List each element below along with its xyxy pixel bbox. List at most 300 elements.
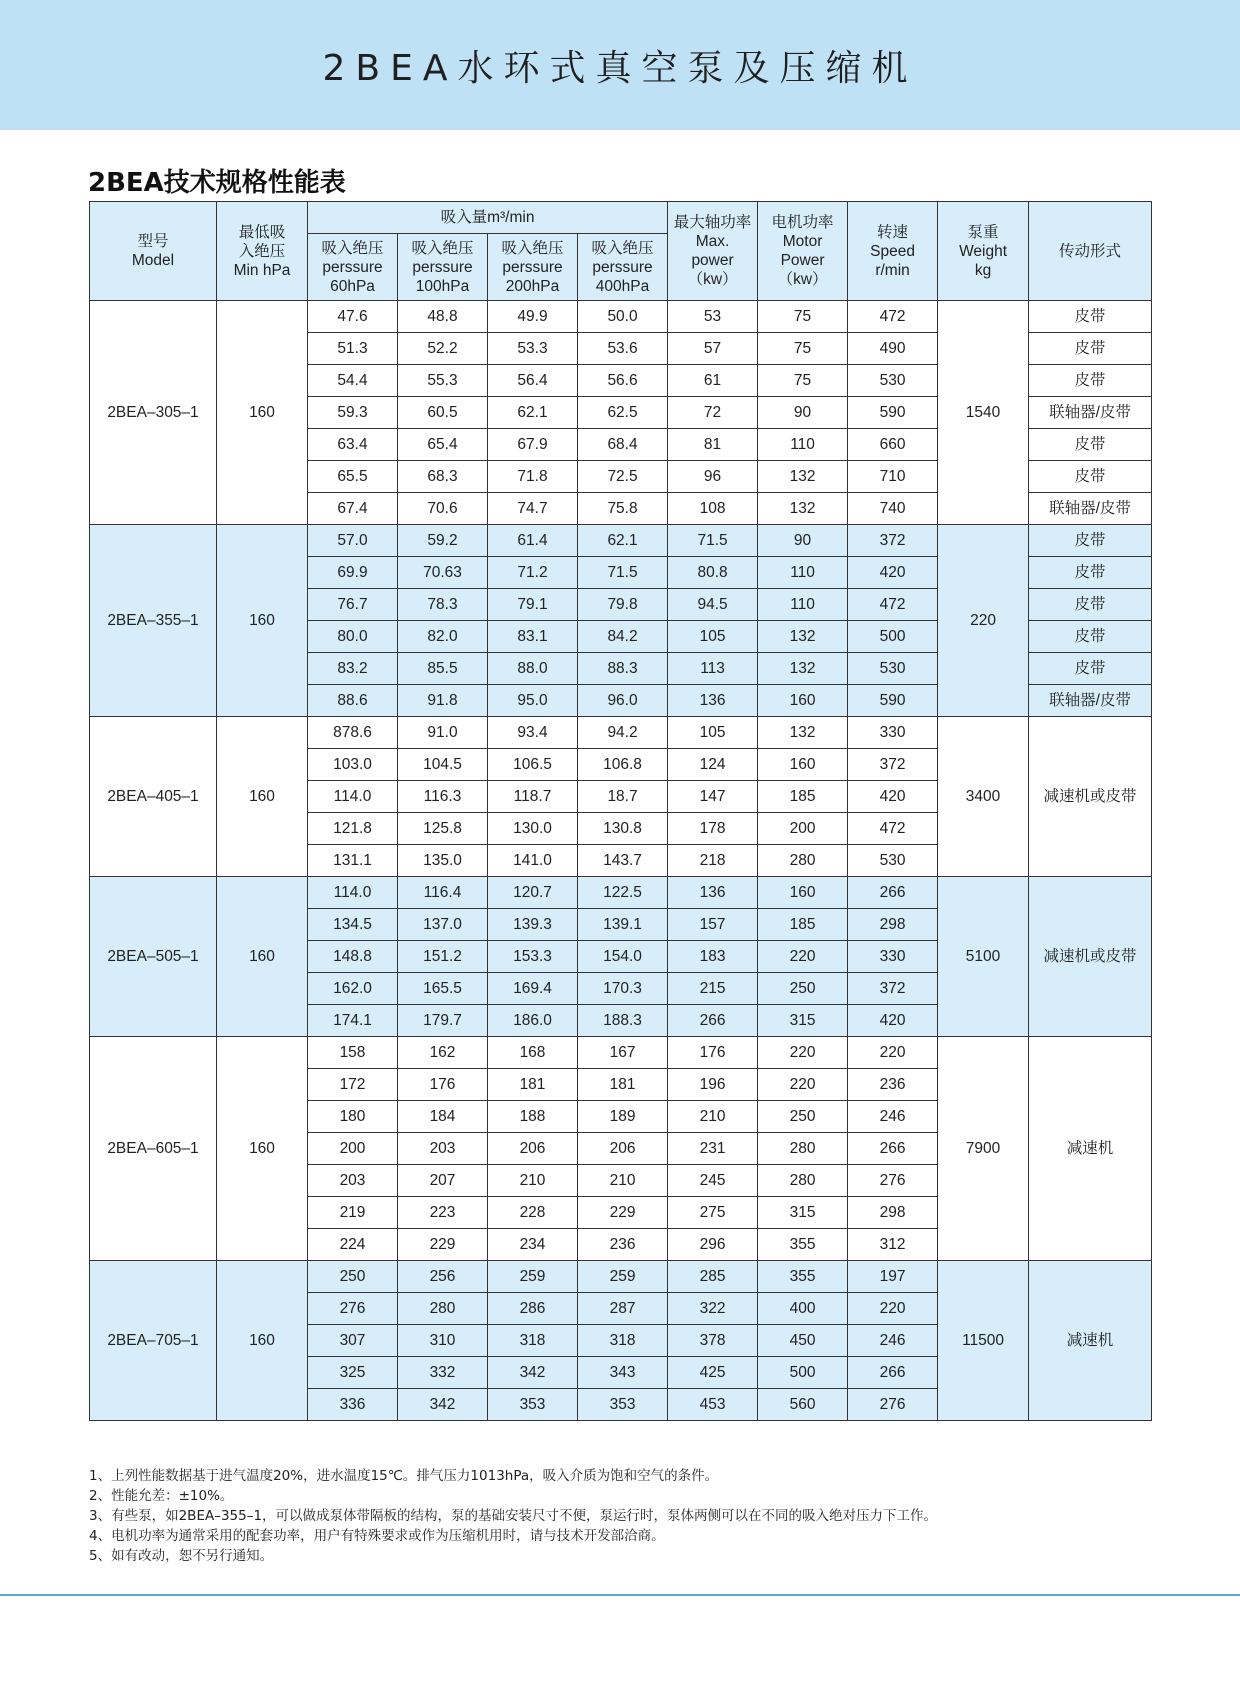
intake-60-cell: 134.5 (308, 909, 398, 941)
intake-100-cell: 116.4 (398, 877, 488, 909)
speed-cell: 590 (848, 397, 938, 429)
intake-60-cell: 250 (308, 1261, 398, 1293)
speed-cell: 276 (848, 1165, 938, 1197)
speed-cell: 710 (848, 461, 938, 493)
intake-100-cell: 116.3 (398, 781, 488, 813)
motor-power-cell: 110 (758, 589, 848, 621)
table-row (90, 1261, 1152, 1293)
intake-60-cell: 180 (308, 1101, 398, 1133)
header-line: （kw） (687, 271, 738, 288)
model-group (90, 1037, 1152, 1261)
header-line: 吸入绝压 (501, 239, 564, 257)
model-group (90, 877, 1152, 1037)
intake-400-cell: 68.4 (578, 429, 668, 461)
speed-cell: 472 (848, 589, 938, 621)
intake-200-cell: 61.4 (488, 525, 578, 557)
speed-cell: 472 (848, 813, 938, 845)
motor-power-cell: 132 (758, 621, 848, 653)
table-row (90, 525, 1152, 557)
intake-100-cell: 229 (398, 1229, 488, 1261)
intake-60-cell: 172 (308, 1069, 398, 1101)
intake-200-cell: 141.0 (488, 845, 578, 877)
intake-200-cell: 206 (488, 1133, 578, 1165)
intake-60-cell: 67.4 (308, 493, 398, 525)
header-line: Max. (695, 233, 730, 250)
intake-60-cell: 224 (308, 1229, 398, 1261)
intake-400-cell: 229 (578, 1197, 668, 1229)
intake-100-cell: 162 (398, 1037, 488, 1069)
motor-power-cell: 315 (758, 1197, 848, 1229)
intake-200-cell: 53.3 (488, 333, 578, 365)
model-cell: 2BEA–605–1 (90, 1037, 217, 1261)
header-line: 200hPa (505, 277, 560, 295)
max-power-cell: 96 (668, 461, 758, 493)
speed-cell: 530 (848, 845, 938, 877)
header-line: perssure (322, 258, 383, 276)
intake-100-cell: 203 (398, 1133, 488, 1165)
intake-100-cell: 104.5 (398, 749, 488, 781)
header-pressure-400 (578, 234, 668, 301)
min-pressure-cell: 160 (217, 877, 308, 1037)
table-row (90, 877, 1152, 909)
intake-200-cell: 210 (488, 1165, 578, 1197)
drive-cell: 皮带 (1029, 589, 1152, 621)
intake-200-cell: 74.7 (488, 493, 578, 525)
header-line: 转速 (877, 223, 909, 241)
note-item: 1、上列性能数据基于进气温度20%，进水温度15℃。排气压力1013hPa，吸入介质为饱和空气的条件。 (89, 1468, 719, 1484)
intake-400-cell: 122.5 (578, 877, 668, 909)
intake-400-cell: 106.8 (578, 749, 668, 781)
intake-100-cell: 52.2 (398, 333, 488, 365)
drive-cell: 皮带 (1029, 429, 1152, 461)
intake-100-cell: 165.5 (398, 973, 488, 1005)
intake-60-cell: 63.4 (308, 429, 398, 461)
intake-400-cell: 79.8 (578, 589, 668, 621)
intake-100-cell: 256 (398, 1261, 488, 1293)
intake-60-cell: 114.0 (308, 781, 398, 813)
intake-100-cell: 332 (398, 1357, 488, 1389)
max-power-cell: 285 (668, 1261, 758, 1293)
motor-power-cell: 355 (758, 1229, 848, 1261)
speed-cell: 372 (848, 973, 938, 1005)
intake-400-cell: 318 (578, 1325, 668, 1357)
intake-60-cell: 158 (308, 1037, 398, 1069)
header-line: power (691, 252, 734, 269)
weight-cell: 11500 (938, 1261, 1029, 1421)
drive-cell: 减速机 (1029, 1037, 1152, 1261)
min-pressure-cell: 160 (217, 525, 308, 717)
intake-200-cell: 62.1 (488, 397, 578, 429)
intake-100-cell: 223 (398, 1197, 488, 1229)
drive-cell: 联轴器/皮带 (1029, 685, 1152, 717)
header-line: 传动形式 (1059, 242, 1122, 260)
speed-cell: 330 (848, 717, 938, 749)
drive-cell: 皮带 (1029, 301, 1152, 333)
max-power-cell: 378 (668, 1325, 758, 1357)
intake-60-cell: 103.0 (308, 749, 398, 781)
header-pressure-100 (398, 234, 488, 301)
intake-100-cell: 207 (398, 1165, 488, 1197)
speed-cell: 590 (848, 685, 938, 717)
header-line: 入绝压 (238, 242, 286, 260)
header-model (90, 202, 217, 301)
header-max-power (668, 202, 758, 301)
speed-cell: 740 (848, 493, 938, 525)
speed-cell: 246 (848, 1325, 938, 1357)
motor-power-cell: 450 (758, 1325, 848, 1357)
intake-60-cell: 148.8 (308, 941, 398, 973)
intake-400-cell: 71.5 (578, 557, 668, 589)
motor-power-cell: 280 (758, 1165, 848, 1197)
intake-60-cell: 54.4 (308, 365, 398, 397)
speed-cell: 420 (848, 1005, 938, 1037)
intake-100-cell: 70.6 (398, 493, 488, 525)
header-pressure-60 (308, 234, 398, 301)
intake-100-cell: 179.7 (398, 1005, 488, 1037)
intake-400-cell: 94.2 (578, 717, 668, 749)
speed-cell: 530 (848, 365, 938, 397)
intake-100-cell: 137.0 (398, 909, 488, 941)
max-power-cell: 113 (668, 653, 758, 685)
max-power-cell: 183 (668, 941, 758, 973)
motor-power-cell: 75 (758, 301, 848, 333)
weight-cell: 7900 (938, 1037, 1029, 1261)
speed-cell: 490 (848, 333, 938, 365)
intake-100-cell: 85.5 (398, 653, 488, 685)
motor-power-cell: 250 (758, 1101, 848, 1133)
motor-power-cell: 280 (758, 845, 848, 877)
intake-60-cell: 336 (308, 1389, 398, 1421)
speed-cell: 420 (848, 557, 938, 589)
motor-power-cell: 160 (758, 877, 848, 909)
header-line: r/min (875, 261, 910, 279)
intake-100-cell: 135.0 (398, 845, 488, 877)
min-pressure-cell: 160 (217, 1037, 308, 1261)
intake-60-cell: 88.6 (308, 685, 398, 717)
weight-cell: 220 (938, 525, 1029, 717)
table-row (90, 717, 1152, 749)
header-line: 400hPa (595, 277, 650, 295)
intake-200-cell: 93.4 (488, 717, 578, 749)
motor-power-cell: 132 (758, 493, 848, 525)
intake-100-cell: 68.3 (398, 461, 488, 493)
intake-100-cell: 78.3 (398, 589, 488, 621)
intake-100-cell: 48.8 (398, 301, 488, 333)
intake-60-cell: 276 (308, 1293, 398, 1325)
max-power-cell: 72 (668, 397, 758, 429)
motor-power-cell: 280 (758, 1133, 848, 1165)
motor-power-cell: 132 (758, 717, 848, 749)
intake-400-cell: 170.3 (578, 973, 668, 1005)
intake-400-cell: 236 (578, 1229, 668, 1261)
header-line: Min hPa (233, 261, 291, 279)
motor-power-cell: 90 (758, 397, 848, 429)
motor-power-cell: 132 (758, 653, 848, 685)
max-power-cell: 453 (668, 1389, 758, 1421)
header-line: 型号 (137, 233, 169, 250)
intake-100-cell: 82.0 (398, 621, 488, 653)
header-line: 最低吸 (238, 223, 286, 241)
intake-60-cell: 57.0 (308, 525, 398, 557)
header-speed (848, 202, 938, 301)
drive-cell: 皮带 (1029, 525, 1152, 557)
min-pressure-cell: 160 (217, 717, 308, 877)
max-power-cell: 81 (668, 429, 758, 461)
speed-cell: 372 (848, 525, 938, 557)
speed-cell: 266 (848, 877, 938, 909)
header-line: 最大轴功率 (673, 214, 752, 231)
header-line: Speed (870, 242, 915, 260)
intake-200-cell: 106.5 (488, 749, 578, 781)
motor-power-cell: 315 (758, 1005, 848, 1037)
motor-power-cell: 185 (758, 909, 848, 941)
intake-60-cell: 76.7 (308, 589, 398, 621)
note-item: 2、性能允差：±10%。 (89, 1488, 234, 1504)
speed-cell: 276 (848, 1389, 938, 1421)
intake-60-cell: 200 (308, 1133, 398, 1165)
drive-cell: 皮带 (1029, 621, 1152, 653)
intake-400-cell: 188.3 (578, 1005, 668, 1037)
intake-200-cell: 95.0 (488, 685, 578, 717)
header-line: perssure (592, 258, 653, 276)
intake-60-cell: 162.0 (308, 973, 398, 1005)
intake-60-cell: 114.0 (308, 877, 398, 909)
max-power-cell: 210 (668, 1101, 758, 1133)
intake-60-cell: 325 (308, 1357, 398, 1389)
intake-200-cell: 83.1 (488, 621, 578, 653)
speed-cell: 220 (848, 1293, 938, 1325)
motor-power-cell: 160 (758, 749, 848, 781)
max-power-cell: 215 (668, 973, 758, 1005)
speed-cell: 372 (848, 749, 938, 781)
speed-cell: 266 (848, 1133, 938, 1165)
max-power-cell: 105 (668, 717, 758, 749)
header-drive-type (1029, 202, 1152, 301)
model-cell: 2BEA–305–1 (90, 301, 217, 525)
min-pressure-cell: 160 (217, 1261, 308, 1421)
intake-200-cell: 139.3 (488, 909, 578, 941)
motor-power-cell: 90 (758, 525, 848, 557)
header-line: kg (974, 261, 992, 279)
max-power-cell: 105 (668, 621, 758, 653)
note-item: 3、有些泵，如2BEA–355–1，可以做成泵体带隔板的结构，泵的基础安装尺寸不便，泵运行时，泵体两侧可以在不同的吸入绝对压力下工作。 (89, 1508, 938, 1524)
table-row (90, 1037, 1152, 1069)
max-power-cell: 136 (668, 685, 758, 717)
header-line: 吸入绝压 (321, 239, 384, 257)
max-power-cell: 178 (668, 813, 758, 845)
drive-cell: 联轴器/皮带 (1029, 397, 1152, 429)
intake-400-cell: 84.2 (578, 621, 668, 653)
intake-60-cell: 80.0 (308, 621, 398, 653)
max-power-cell: 266 (668, 1005, 758, 1037)
header-line: （kw） (777, 271, 828, 288)
intake-400-cell: 50.0 (578, 301, 668, 333)
intake-60-cell: 307 (308, 1325, 398, 1357)
max-power-cell: 71.5 (668, 525, 758, 557)
note-item: 4、电机功率为通常采用的配套功率，用户有特殊要求或作为压缩机用时，请与技术开发部洽商。 (89, 1528, 665, 1544)
motor-power-cell: 75 (758, 333, 848, 365)
max-power-cell: 176 (668, 1037, 758, 1069)
intake-400-cell: 53.6 (578, 333, 668, 365)
intake-400-cell: 75.8 (578, 493, 668, 525)
drive-cell: 皮带 (1029, 365, 1152, 397)
header-line: Model (131, 252, 175, 269)
speed-cell: 330 (848, 941, 938, 973)
max-power-cell: 245 (668, 1165, 758, 1197)
header-line: perssure (412, 258, 473, 276)
intake-400-cell: 210 (578, 1165, 668, 1197)
intake-400-cell: 287 (578, 1293, 668, 1325)
intake-200-cell: 353 (488, 1389, 578, 1421)
intake-200-cell: 342 (488, 1357, 578, 1389)
intake-400-cell: 353 (578, 1389, 668, 1421)
speed-cell: 197 (848, 1261, 938, 1293)
max-power-cell: 147 (668, 781, 758, 813)
intake-60-cell: 59.3 (308, 397, 398, 429)
intake-60-cell: 65.5 (308, 461, 398, 493)
intake-400-cell: 56.6 (578, 365, 668, 397)
intake-200-cell: 71.8 (488, 461, 578, 493)
speed-cell: 420 (848, 781, 938, 813)
header-line: 泵重 (967, 223, 999, 241)
model-cell: 2BEA–705–1 (90, 1261, 217, 1421)
max-power-cell: 157 (668, 909, 758, 941)
intake-60-cell: 47.6 (308, 301, 398, 333)
intake-200-cell: 118.7 (488, 781, 578, 813)
intake-200-cell: 259 (488, 1261, 578, 1293)
header-line: 吸入绝压 (591, 239, 654, 257)
intake-200-cell: 181 (488, 1069, 578, 1101)
table-header (90, 202, 1152, 301)
motor-power-cell: 200 (758, 813, 848, 845)
intake-100-cell: 280 (398, 1293, 488, 1325)
model-cell: 2BEA–505–1 (90, 877, 217, 1037)
max-power-cell: 136 (668, 877, 758, 909)
intake-100-cell: 151.2 (398, 941, 488, 973)
speed-cell: 220 (848, 1037, 938, 1069)
intake-100-cell: 65.4 (398, 429, 488, 461)
table-row (90, 301, 1152, 333)
header-min-pressure (217, 202, 308, 301)
speed-cell: 298 (848, 1197, 938, 1229)
max-power-cell: 80.8 (668, 557, 758, 589)
intake-60-cell: 69.9 (308, 557, 398, 589)
intake-400-cell: 62.1 (578, 525, 668, 557)
motor-power-cell: 110 (758, 557, 848, 589)
motor-power-cell: 220 (758, 1037, 848, 1069)
model-group (90, 1261, 1152, 1421)
drive-cell: 皮带 (1029, 333, 1152, 365)
motor-power-cell: 355 (758, 1261, 848, 1293)
max-power-cell: 124 (668, 749, 758, 781)
max-power-cell: 296 (668, 1229, 758, 1261)
min-pressure-cell: 160 (217, 301, 308, 525)
intake-200-cell: 49.9 (488, 301, 578, 333)
motor-power-cell: 185 (758, 781, 848, 813)
intake-400-cell: 72.5 (578, 461, 668, 493)
motor-power-cell: 160 (758, 685, 848, 717)
intake-60-cell: 51.3 (308, 333, 398, 365)
banner-title: 2BEA水环式真空泵及压缩机 (322, 48, 918, 89)
model-group (90, 717, 1152, 877)
note-item: 5、如有改动，恕不另行通知。 (89, 1548, 274, 1564)
motor-power-cell: 110 (758, 429, 848, 461)
drive-cell: 减速机或皮带 (1029, 877, 1152, 1037)
intake-400-cell: 206 (578, 1133, 668, 1165)
intake-400-cell: 167 (578, 1037, 668, 1069)
intake-100-cell: 91.8 (398, 685, 488, 717)
intake-100-cell: 55.3 (398, 365, 488, 397)
intake-400-cell: 18.7 (578, 781, 668, 813)
speed-cell: 472 (848, 301, 938, 333)
intake-400-cell: 259 (578, 1261, 668, 1293)
max-power-cell: 425 (668, 1357, 758, 1389)
weight-cell: 5100 (938, 877, 1029, 1037)
intake-400-cell: 139.1 (578, 909, 668, 941)
spec-table (89, 201, 1152, 1421)
intake-60-cell: 83.2 (308, 653, 398, 685)
intake-200-cell: 234 (488, 1229, 578, 1261)
header-intake-volume: 吸入量m³/min (308, 202, 668, 234)
max-power-cell: 196 (668, 1069, 758, 1101)
speed-cell: 298 (848, 909, 938, 941)
header-motor-power (758, 202, 848, 301)
header-line: 100hPa (415, 277, 470, 295)
intake-400-cell: 189 (578, 1101, 668, 1133)
intake-200-cell: 56.4 (488, 365, 578, 397)
intake-200-cell: 120.7 (488, 877, 578, 909)
intake-60-cell: 203 (308, 1165, 398, 1197)
intake-100-cell: 70.63 (398, 557, 488, 589)
motor-power-cell: 400 (758, 1293, 848, 1325)
speed-cell: 500 (848, 621, 938, 653)
header-line: 电机功率 (771, 214, 834, 231)
intake-400-cell: 96.0 (578, 685, 668, 717)
header-line: Weight (959, 242, 1008, 260)
intake-200-cell: 67.9 (488, 429, 578, 461)
drive-cell: 减速机 (1029, 1261, 1152, 1421)
max-power-cell: 61 (668, 365, 758, 397)
intake-60-cell: 121.8 (308, 813, 398, 845)
header-line: 吸入绝压 (411, 239, 474, 257)
intake-100-cell: 60.5 (398, 397, 488, 429)
max-power-cell: 275 (668, 1197, 758, 1229)
intake-100-cell: 125.8 (398, 813, 488, 845)
speed-cell: 312 (848, 1229, 938, 1261)
motor-power-cell: 500 (758, 1357, 848, 1389)
intake-200-cell: 188 (488, 1101, 578, 1133)
max-power-cell: 218 (668, 845, 758, 877)
drive-cell: 联轴器/皮带 (1029, 493, 1152, 525)
speed-cell: 660 (848, 429, 938, 461)
motor-power-cell: 220 (758, 1069, 848, 1101)
speed-cell: 236 (848, 1069, 938, 1101)
intake-200-cell: 286 (488, 1293, 578, 1325)
header-line: Motor (782, 233, 823, 250)
max-power-cell: 53 (668, 301, 758, 333)
section-title: 2BEA技术规格性能表 (88, 168, 346, 198)
page-banner (0, 0, 1240, 130)
intake-400-cell: 88.3 (578, 653, 668, 685)
intake-60-cell: 878.6 (308, 717, 398, 749)
intake-60-cell: 219 (308, 1197, 398, 1229)
weight-cell: 1540 (938, 301, 1029, 525)
drive-cell: 皮带 (1029, 653, 1152, 685)
intake-200-cell: 169.4 (488, 973, 578, 1005)
intake-400-cell: 62.5 (578, 397, 668, 429)
drive-cell: 皮带 (1029, 461, 1152, 493)
max-power-cell: 57 (668, 333, 758, 365)
